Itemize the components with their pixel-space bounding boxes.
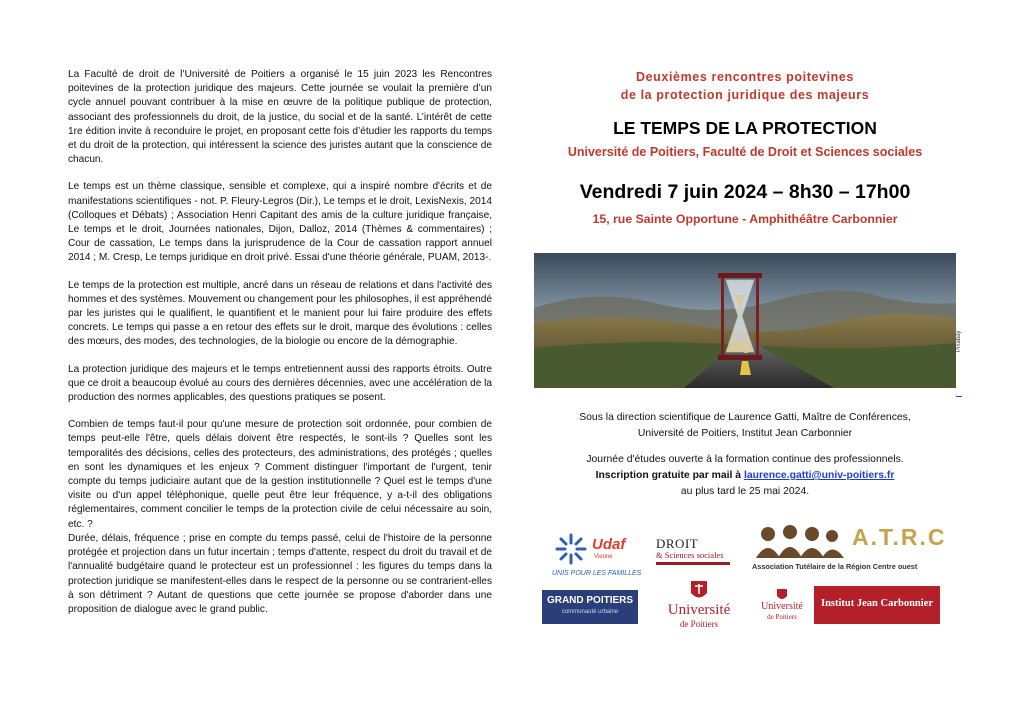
udaf-sun-icon	[554, 532, 588, 566]
atrc-logo	[752, 524, 948, 578]
direction-line-1: Sous la direction scientifique de Laurence Gatti, Maître de Conférences,	[579, 412, 911, 423]
droit-logo	[656, 536, 736, 570]
event-date: Vendredi 7 juin 2024 – 8h30 – 17h00	[579, 181, 911, 203]
paragraph-protection-time: Le temps de la protection est multiple, ancré dans un réseau de relations et dans l'activité des hommes et des systèmes. Mouvement ou changement pour les philosophes, il est appréhendé par les juristes qui le qualifient, le quantifient et le manient pour lui faire produire des effets concrets. Le temps qui passe a en retour des effets sur le droit, marque des évolutions : celles des mœurs, des modes, des technologies, de la biologie ou encore de la démographie.	[68, 279, 492, 348]
atrc-sub: Association Tutélaire de la Région Centre ouest	[752, 562, 918, 571]
udaf-sub: Vienne	[594, 554, 613, 560]
photo-credit: Pixabay	[956, 330, 962, 352]
paragraph-theme: Le temps est un thème classique, sensible et complexe, qui a inspiré nombre d'écrits et de manifestations scientifiques - not. P. Fleury-Legros (Dir.), Le temps et le droit, LexisNexis, 2014 (Colloques et Débats) ; Association Henri Capitant des amis de la culture juridique française, Le temps et le droit, Journées nationales, Dijon, Dalloz, 2014 (Thèmes & commentaires) ; Cour de cassation, Le temps dans la jurisprudence de la Cour de cassation rapport annuel 2014 ; M. Cresp, Le temps juridique en droit privé. Essai d'une théorie générale, PUAM, 2013-.	[68, 181, 492, 264]
universite-poitiers-logo	[656, 580, 742, 636]
paragraph-intro: La Faculté de droit de l’Université de Poitiers a organisé le 15 juin 2023 les Rencontres poitevines de la protection juridique des majeurs. Cette journée se voulait la première d’un cycle annuel pouvant contribuer à la mise en œuvre de la politique publique de protection, associant des professionnels du droit, de la justice, du social et de la santé. L’intérêt de cette 1re édition invite à reconduire le projet, en proposant cette fois d’étudier les rapports du temps et du droit de la protection, qui intéressent la science des juristes autant que la conscience de chacun.	[68, 69, 492, 166]
event-title: LE TEMPS DE LA PROTECTION	[613, 118, 877, 138]
event-subtitle	[532, 68, 958, 104]
event-header	[532, 68, 958, 226]
subtitle-line-2: de la protection juridique des majeurs	[620, 88, 870, 102]
direction-line-2: Université de Poitiers, Institut Jean Carbonnier	[637, 428, 853, 439]
university-crest-icon	[690, 580, 708, 602]
atrc-name: A.T.R.C	[852, 524, 947, 550]
university-small-name: Université	[761, 601, 803, 612]
paragraph-figures: Durée, délais, fréquence ; prise en compte du temps passé, celui de l'histoire de la personne protégée et projection dans un futur incertain ; temps d'attente, respect du droit du travail et de l'annualité budgétaire quand le protecteur est un professionnel : les figures du temps dans la protection juridique se manifestent-elles dans le respect de la personne ou se contrarient-elles à son détriment ? Autant de questions que cette journée se propose d'aborder dans une proposition de dialogue avec le grand public.	[68, 532, 492, 615]
paragraph-majors: La protection juridique des majeurs et le temps entretiennent aussi des rapports étroits. Outre que ce droit a beaucoup évolué au cours des dernières décennies, avec une accélération de la production des normes applicables, des questions pratiques se posent.	[68, 363, 492, 404]
atrc-figures-icon	[754, 524, 844, 558]
droit-sub: & Sciences sociales	[656, 550, 724, 560]
university-big-sub: de Poitiers	[679, 619, 719, 629]
grand-poitiers-logo	[542, 590, 638, 624]
institut-jean-carbonnier-logo	[814, 586, 940, 624]
email-link[interactable]: laurence.gatti@univ-poitiers.fr	[743, 470, 895, 481]
udaf-name: Udaf	[592, 536, 626, 553]
university-small-sub: de Poitiers	[767, 613, 797, 621]
inscription-line	[534, 468, 956, 484]
droit-title: DROIT	[656, 536, 699, 551]
grand-poitiers-sub: communauté urbaine	[561, 609, 619, 615]
paragraph-questions: Combien de temps faut-il pour qu'une mesure de protection soit ordonnée, pour combien de temps peut-elle l'être, quels délais doivent être respectés, le sont-ils ? Quelles sont les temporalités des décisions, celles des protecteurs, des administrations, des protégés ; quelles en sont les dynamiques et les enjeux ? Comment distinguer l'important de l'urgent, tenir compte du temps judiciaire autant que de la gestion institutionnelle ? Quel est le temps d'une visite ou d'un appel téléphonique, quelle peut être leur fréquence, y a-t-il des obligations réglementaires, comment concilier le temps de la protection civile de celui nécessaire au soin, etc. ?	[68, 419, 492, 530]
inscription-label: Inscription gratuite par mail à	[595, 470, 742, 481]
blue-mark	[956, 396, 962, 397]
event-info	[534, 410, 956, 500]
university-big-name: Université	[667, 602, 731, 618]
subtitle-line-1: Deuxièmes rencontres poitevines	[636, 70, 854, 84]
udaf-tagline: UNIS POUR LES FAMILLES	[552, 570, 642, 577]
left-column	[68, 68, 492, 630]
ijc-name: Institut Jean Carbonnier	[820, 598, 933, 609]
event-university: Université de Poitiers, Faculté de Droit et Sciences sociales	[567, 145, 923, 159]
open-training-line: Journée d'études ouverte à la formation continue des professionnels.	[586, 454, 904, 465]
droit-bar	[656, 562, 730, 565]
university-small-crest-icon	[776, 588, 788, 602]
udaf-logo	[548, 530, 648, 584]
hourglass-road-photo	[534, 253, 956, 388]
grand-poitiers-name: GRAND POITIERS	[546, 595, 634, 606]
deadline-line: au plus tard le 25 mai 2024.	[680, 486, 810, 497]
event-place: 15, rue Sainte Opportune - Amphithéâtre Carbonnier	[592, 212, 898, 226]
universite-poitiers-small-logo	[752, 588, 812, 626]
